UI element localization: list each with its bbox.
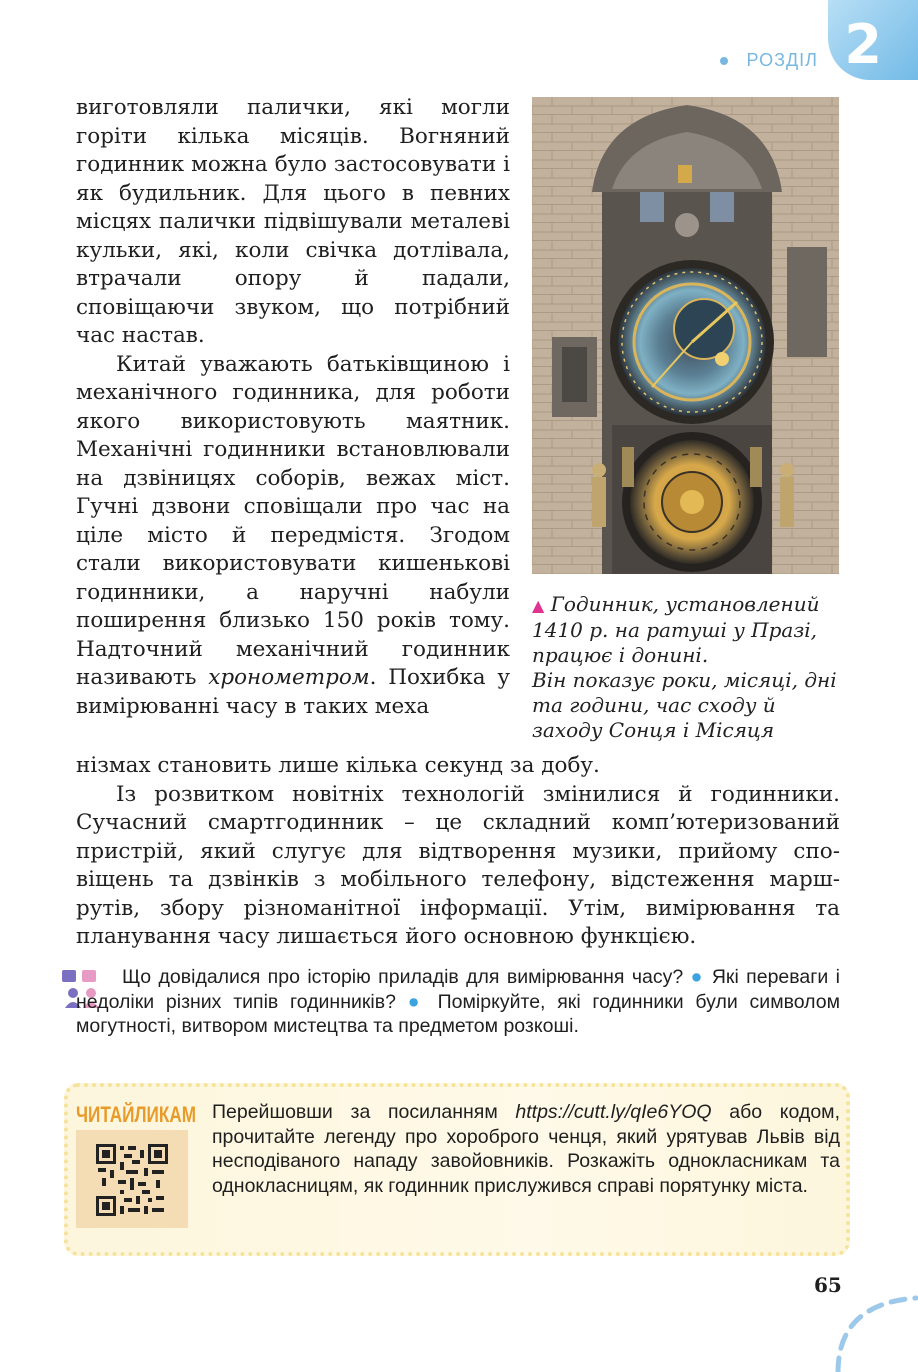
question-2: Які переваги і недоліки різних типів годинників? <box>76 966 841 1013</box>
paragraph-1: виготовляли палички, які могли горіти кілька місяців. Вогняний годинник можна було застосовувати і як будильник. Для цього в певних місцях палички підвішували металеві кульки, які, коли свічка дотлівала, втрачали опору й падали, сповіщаючи звуком, що потрібний час настав. <box>76 95 510 348</box>
bullet-icon: ● <box>690 966 705 988</box>
section-dot-icon <box>720 57 728 65</box>
qr-code-panel[interactable] <box>76 1130 188 1228</box>
question-3: Поміркуйте, які годинники були символом могутності, витвором мистецтва та предметом розкоші. <box>76 990 841 1037</box>
caption-line-1: Годинник, установлений 1410 р. на ратуші у Празі, працює і донині. <box>532 592 820 667</box>
section-label: РОЗДІЛ <box>746 50 818 70</box>
main-text-column <box>76 94 510 721</box>
paragraph-2-end: нізмах становить лише кілька секунд за добу. <box>76 753 600 778</box>
caption-marker-icon: ▲ <box>532 596 545 615</box>
discussion-questions <box>76 965 840 1039</box>
reading-text-end: або кодом, прочитайте легенду про хороброго ченця, який урятував Львів від несподіваного нападу завойовників. Розкажіть однокласникам та однокласницям, як годинник прислужився справі порятунку міста. <box>212 1101 840 1197</box>
reading-text <box>212 1100 840 1198</box>
section-number: 2 <box>844 13 882 76</box>
caption-line-2: Він показує роки, місяці, дні та години, час сходу й заходу Сонця і Місяця <box>532 668 837 742</box>
paragraph-2 <box>76 351 510 722</box>
corner-arc-decoration <box>820 1282 918 1372</box>
bullet-icon: ● <box>407 990 426 1013</box>
page-number: 65 <box>814 1273 842 1297</box>
reading-text-start: Перейшовши за посиланням <box>212 1101 516 1123</box>
wide-text-block <box>76 752 840 952</box>
term-chronometer: хронометром <box>208 665 370 690</box>
paragraph-2-text: Китай уважають батьківщиною і механічного годинника, для роботи якого використовують маятник. Механічні годинники встановлювали на дзвіницях соборів, вежах міст. Гучні дзвони сповіщали про час на ціле місто й передмістя. Згодом стали використовувати кишенькові годинники, а наручні набули поширення близько 150 років тому. Надточний механічний годинник називають <box>76 351 510 690</box>
clock-photo <box>532 97 839 574</box>
reading-title: ЧИТАЙЛИКАМ <box>76 1102 197 1127</box>
question-1: Що довідалися про історію приладів для вимірювання часу? <box>122 966 684 988</box>
photo-caption <box>532 592 844 743</box>
reading-link[interactable]: https://cutt.ly/qIe6YOQ <box>515 1101 712 1123</box>
qr-code-icon[interactable] <box>76 1130 188 1228</box>
paragraph-3: Із розвитком новітніх технологій змінилися й годинники. Сучасний смартгодинник – це складний комп’ютеризований пристрій, який слугує для відтворення музики, прийому сповіщень та дзвінків з мобільного телефону, відстеження маршрутів, збору різноманітної інформації. Утім, вимірювання та планування часу лишається його основною функцією. <box>76 781 840 949</box>
paragraph-2-tail: . Похибка у вимірюванні часу в таких меха <box>76 665 510 719</box>
astronomical-clock-illustration <box>532 97 839 574</box>
